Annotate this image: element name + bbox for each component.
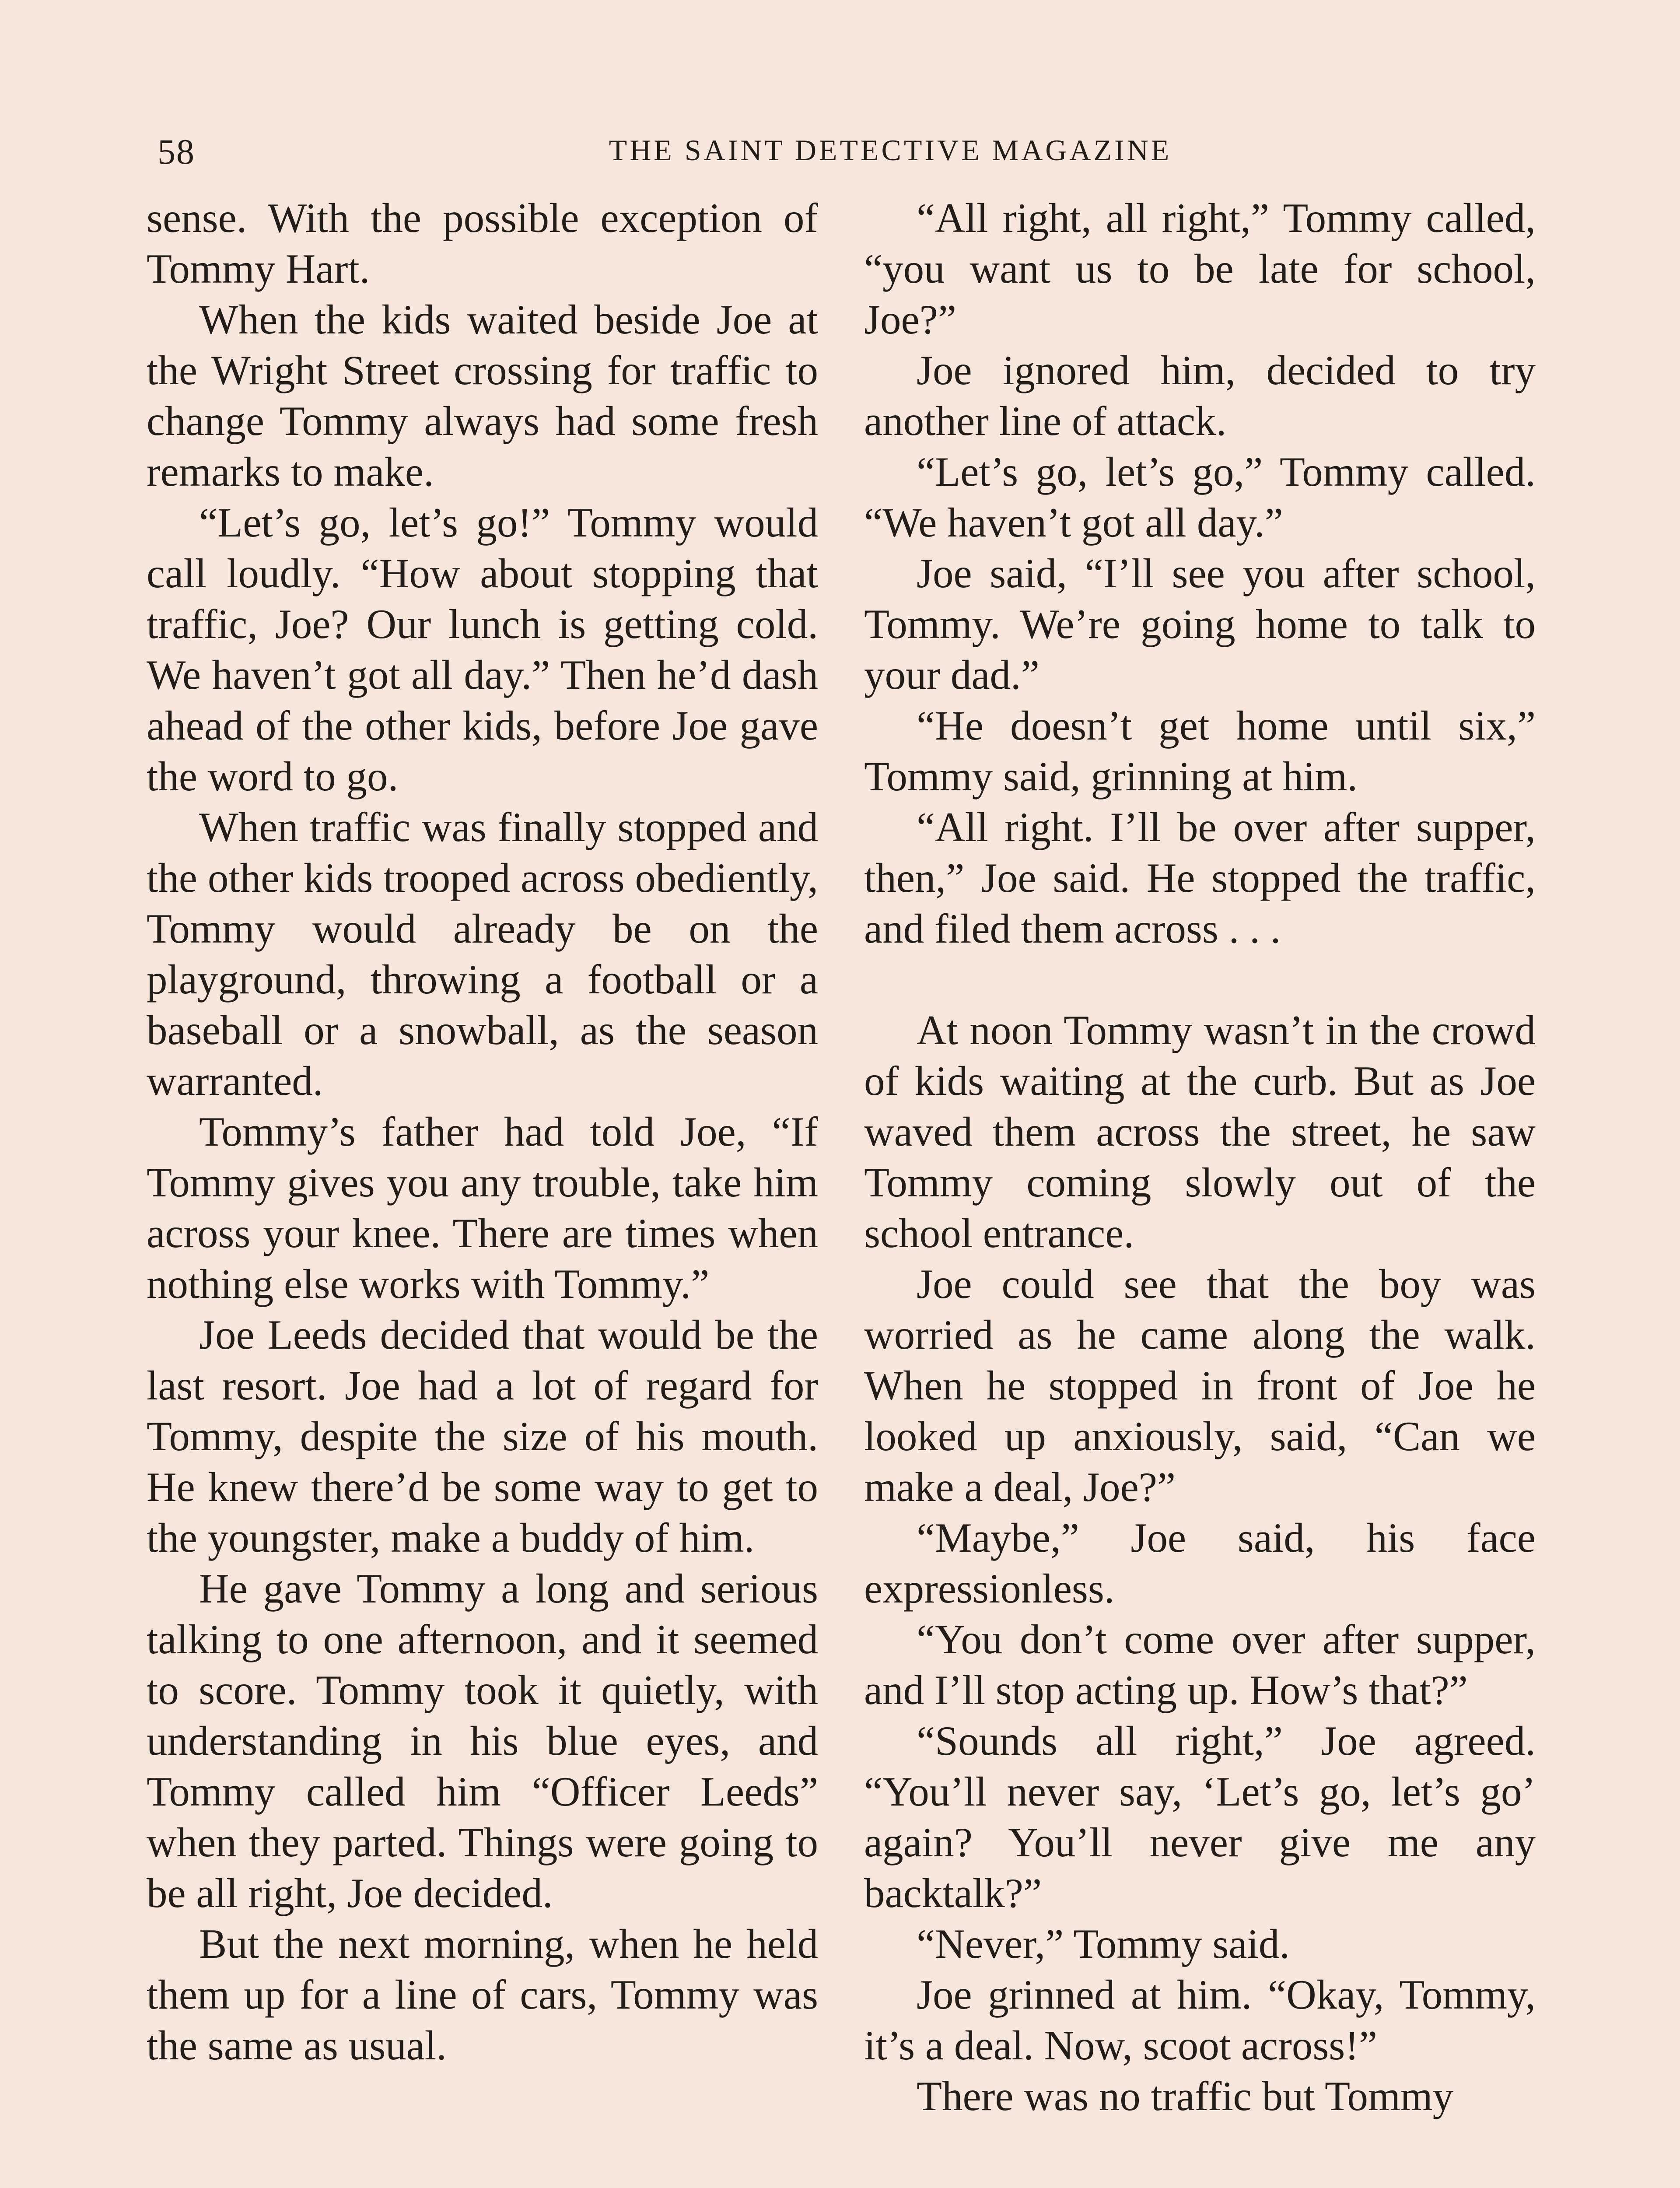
page-header — [149, 131, 1632, 175]
paragraph: When the kids waited beside Joe at the Wright Street crossing for traffic to change Tommy always had some fresh remarks to make. — [147, 296, 818, 495]
page-number: 58 — [158, 132, 195, 172]
left-column — [147, 193, 818, 2071]
running-head: THE SAINT DETECTIVE MAGAZINE — [609, 133, 1172, 167]
paragraph: sense. With the possible exception of Tommy Hart. — [147, 195, 818, 292]
paragraph: Tommy’s father had told Joe, “If Tommy gives you any trouble, take him across your knee. There are times when nothing else works with Tommy.” — [147, 1108, 818, 1307]
paragraph: “He doesn’t get home until six,” Tommy said, grinning at him. — [864, 702, 1536, 799]
paragraph: “All right. I’ll be over after supper, then,” Joe said. He stopped the traffic, and filed them across . . . — [864, 804, 1536, 952]
paragraph: Joe ignored him, decided to try another line of attack. — [864, 347, 1536, 444]
paragraph: Joe grinned at him. “Okay, Tommy, it’s a deal. Now, scoot across!” — [864, 1971, 1536, 2069]
paragraph: But the next morning, when he held them up for a line of cars, Tommy was the same as usual. — [147, 1921, 818, 2069]
paragraph: There was no traffic but Tommy — [917, 2073, 1454, 2119]
paragraph: He gave Tommy a long and serious talking to one afternoon, and it seemed to score. Tommy took it quietly, with understanding in his blue eyes, and Tommy called him “Officer Leeds” when they parted. Things were going to be all right, Joe decided. — [147, 1565, 818, 1916]
paragraph: “Let’s go, let’s go!” Tommy would call loudly. “How about stopping that traffic, Joe? Our lunch is getting cold. We haven’t got all day.” Then he’d dash ahead of the other kids, before Joe gave the word to go. — [147, 499, 818, 799]
paragraph: “All right, all right,” Tommy called, “you want us to be late for school, Joe?” — [864, 195, 1536, 343]
paragraph: “You don’t come over after supper, and I’ll stop acting up. How’s that?” — [864, 1616, 1536, 1713]
paragraph: At noon Tommy wasn’t in the crowd of kids waiting at the curb. But as Joe waved them across the street, he saw Tommy coming slowly out of the school entrance. — [864, 1007, 1536, 1256]
paragraph: “Let’s go, let’s go,” Tommy called. “We haven’t got all day.” — [864, 449, 1536, 546]
paragraph: Joe could see that the boy was worried as he came along the walk. When he stopped in front of Joe he looked up anxiously, said, “Can we make a deal, Joe?” — [864, 1261, 1536, 1510]
paragraph: When traffic was finally stopped and the other kids trooped across obediently, Tommy would already be on the playground, throwing a football or a baseball or a snowball, as the season warranted. — [147, 804, 818, 1104]
paragraph: “Never,” Tommy said. — [917, 1921, 1290, 1967]
right-column — [864, 193, 1536, 2121]
paragraph: Joe said, “I’ll see you after school, Tommy. We’re going home to talk to your dad.” — [864, 550, 1536, 698]
paragraph: “Maybe,” Joe said, his face expressionless. — [864, 1515, 1536, 1612]
paragraph: “Sounds all right,” Joe agreed. “You’ll never say, ‘Let’s go, let’s go’ again? You’ll never give me any backtalk?” — [864, 1718, 1536, 1916]
paragraph: Joe Leeds decided that would be the last resort. Joe had a lot of regard for Tommy, despite the size of his mouth. He knew there’d be some way to get to the youngster, make a buddy of him. — [147, 1311, 818, 1561]
